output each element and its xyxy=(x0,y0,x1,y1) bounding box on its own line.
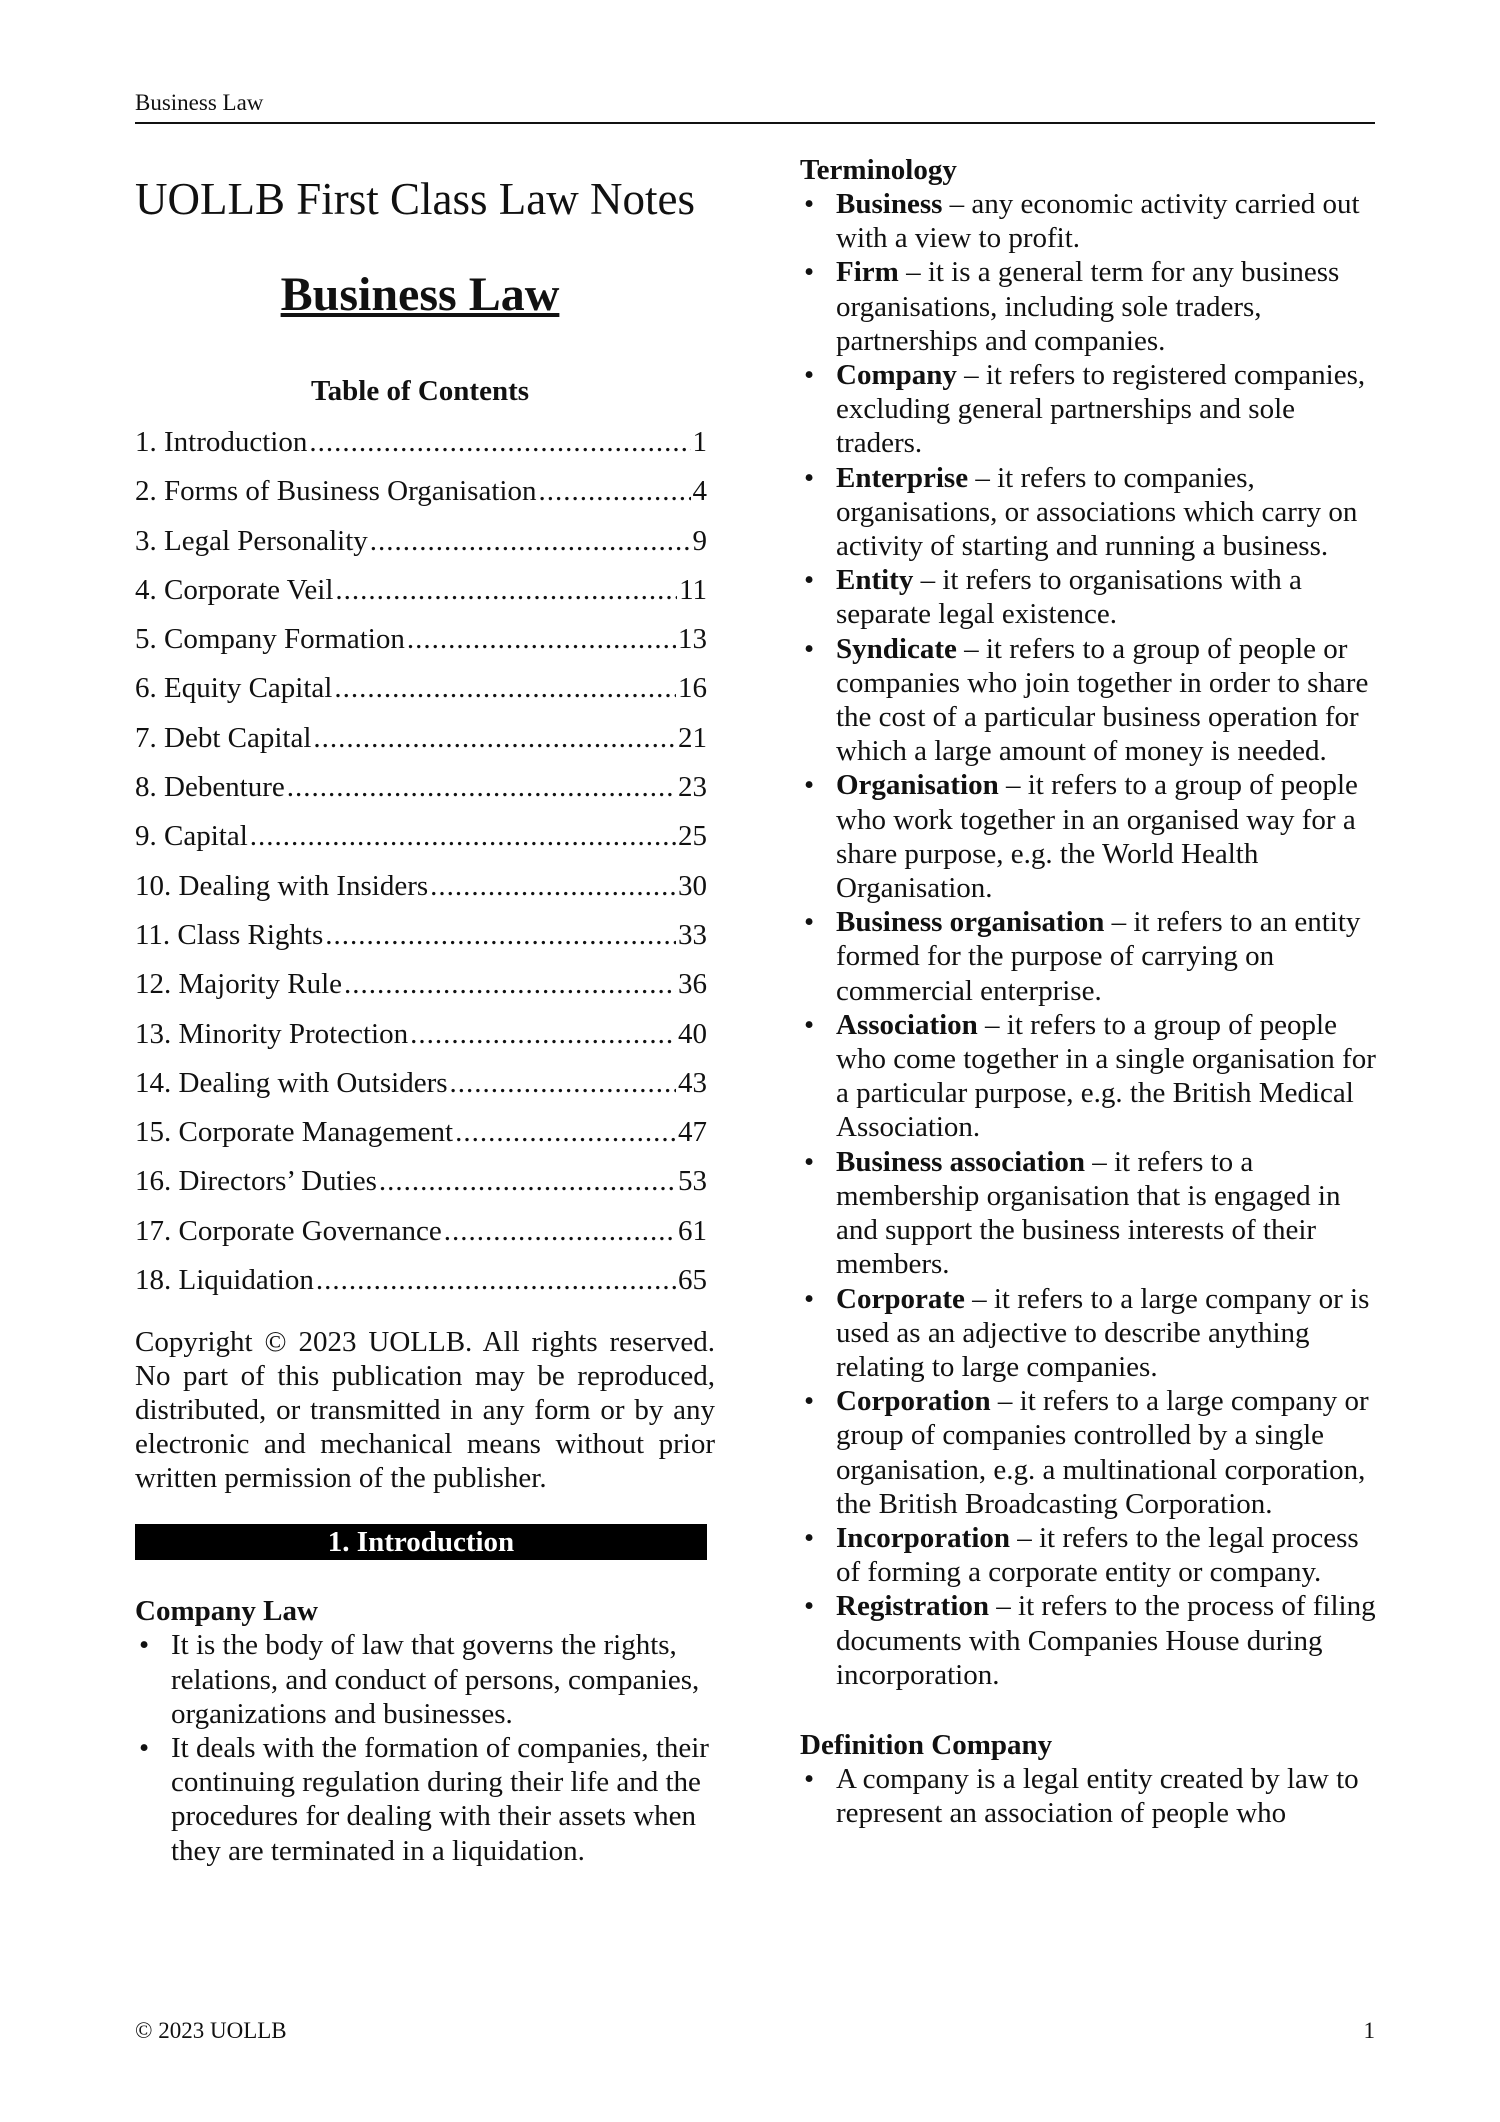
toc-entry-page: 40 xyxy=(678,1017,707,1050)
footer-copyright: © 2023 UOLLB xyxy=(135,2018,287,2043)
right-column xyxy=(800,153,1385,1830)
toc-leader-dots xyxy=(455,1108,676,1157)
toc-entry-title: 13. Minority Protection xyxy=(135,1017,409,1050)
toc-entry-page: 53 xyxy=(678,1165,707,1198)
toc-entry-page: 4 xyxy=(692,475,707,508)
toc-leader-dots xyxy=(379,1157,676,1206)
term-definition: – it refers to a large company or group of companies controlled by a single organisation, e.g. a multinational corporation, the British Broadcasting Corporation. xyxy=(836,1385,1369,1520)
term: Corporate xyxy=(836,1282,965,1315)
toc-entry-title: 9. Capital xyxy=(135,820,248,853)
toc-leader-dots xyxy=(450,1059,676,1108)
term-definition: – it refers to companies, organisations, or associations which carry on activity of starting and running a business. xyxy=(836,461,1358,563)
toc-leader-dots xyxy=(250,812,676,861)
toc-leader-dots xyxy=(309,418,690,467)
toc-entry-title: 1. Introduction xyxy=(135,426,308,458)
term-definition: – it refers to the legal process of forming a corporate entity or company. xyxy=(836,1521,1359,1589)
terminology-list xyxy=(800,187,1385,1692)
toc-entry[interactable] xyxy=(135,1108,707,1157)
terminology-item xyxy=(800,768,1385,905)
toc-entry[interactable] xyxy=(135,418,707,467)
toc-entry-title: 11. Class Rights xyxy=(135,918,324,951)
toc-entry-title: 15. Corporate Management xyxy=(135,1116,454,1149)
terminology-item xyxy=(800,1384,1385,1521)
toc-entry-title: 18. Liquidation xyxy=(135,1264,314,1297)
toc-entry-page: 30 xyxy=(678,869,707,902)
term: Registration xyxy=(836,1590,990,1623)
copyright-notice: Copyright © 2023 UOLLB. All rights reserved. No part of this publication may be reproduced, distributed, or transmitted in any form or by any electronic and mechanical means without prior written permission of the publisher. xyxy=(135,1326,715,1495)
toc-leader-dots xyxy=(430,862,676,911)
term-definition: – it refers to registered companies, excluding general partnerships and sole traders. xyxy=(836,359,1366,460)
toc-entry-page: 33 xyxy=(678,918,707,951)
toc-entry[interactable] xyxy=(135,812,707,861)
definition-heading: Definition Company xyxy=(800,1728,1053,1761)
toc-entry-title: 3. Legal Personality xyxy=(135,524,368,557)
toc-entry-page: 61 xyxy=(678,1214,707,1247)
company-law-heading: Company Law xyxy=(135,1595,318,1628)
toc-leader-dots xyxy=(316,1256,676,1305)
toc-entry[interactable] xyxy=(135,664,707,713)
toc-entry[interactable] xyxy=(135,1059,707,1108)
page-footer xyxy=(135,2018,1375,2044)
term-definition: – it refers to an entity formed for the purpose of carrying on commercial enterprise. xyxy=(836,906,1361,1007)
table-of-contents xyxy=(135,418,707,1305)
toc-entry-title: 6. Equity Capital xyxy=(135,672,333,705)
toc-entry-page: 36 xyxy=(678,968,707,1001)
terminology-item xyxy=(800,1589,1385,1692)
toc-entry-page: 25 xyxy=(678,820,707,853)
toc-entry-title: 14. Dealing with Outsiders xyxy=(135,1066,448,1099)
term: Organisation xyxy=(836,769,999,802)
terminology-item xyxy=(800,632,1385,769)
terminology-heading: Terminology xyxy=(800,154,957,186)
toc-entry-page: 16 xyxy=(678,672,707,705)
toc-entry[interactable] xyxy=(135,1157,707,1206)
toc-leader-dots xyxy=(370,517,691,566)
toc-entry-page: 65 xyxy=(678,1264,707,1297)
toc-entry-title: 8. Debenture xyxy=(135,771,285,804)
list-item: • It deals with the formation of companies, their continuing regulation during their life and the procedures for dealing with their assets when they are terminated in a liquidation. xyxy=(135,1731,710,1868)
terminology-item xyxy=(800,1282,1385,1385)
toc-entry[interactable] xyxy=(135,467,707,516)
toc-entry-page: 1 xyxy=(692,426,707,458)
toc-entry[interactable] xyxy=(135,1207,707,1256)
term-definition: – it refers to a group of people who come together in a single organisation for a particular purpose, e.g. the British Medical Association. xyxy=(836,1008,1376,1144)
terminology-item xyxy=(800,255,1385,358)
term: Business organisation xyxy=(836,906,1105,939)
document-subtitle: Business Law xyxy=(280,268,560,321)
toc-entry[interactable] xyxy=(135,911,707,960)
toc-entry-title: 2. Forms of Business Organisation xyxy=(135,475,537,508)
terminology-item xyxy=(800,1145,1385,1282)
toc-leader-dots xyxy=(335,566,677,615)
toc-entry-page: 11 xyxy=(679,573,707,606)
terminology-item xyxy=(800,1008,1385,1145)
toc-leader-dots xyxy=(287,763,676,812)
page-number: 1 xyxy=(1363,2018,1375,2043)
section-title-bar: 1. Introduction xyxy=(135,1524,707,1560)
toc-leader-dots xyxy=(313,714,676,763)
term: Association xyxy=(836,1008,978,1041)
term-definition: – it refers to a group of people who work together in an organised way for a share purpose, e.g. the World Health Organisation. xyxy=(836,769,1358,905)
definition-bullets xyxy=(800,1762,1385,1830)
terminology-item xyxy=(800,358,1385,461)
toc-entry-title: 10. Dealing with Insiders xyxy=(135,869,429,902)
running-header xyxy=(135,90,1375,124)
toc-heading: Table of Contents xyxy=(310,375,530,407)
toc-entry-title: 12. Majority Rule xyxy=(135,968,343,1001)
toc-entry-page: 43 xyxy=(678,1066,707,1099)
term-definition: – it refers to a group of people or companies who join together in order to share the cost of a particular business operation for which a large amount of money is needed. xyxy=(836,632,1369,768)
toc-leader-dots xyxy=(325,911,676,960)
terminology-item xyxy=(800,905,1385,1008)
toc-entry[interactable] xyxy=(135,566,707,615)
toc-entry[interactable] xyxy=(135,517,707,566)
terminology-item xyxy=(800,187,1385,255)
toc-entry-title: 4. Corporate Veil xyxy=(135,573,334,606)
terminology-item xyxy=(800,1521,1385,1589)
toc-entry-title: 5. Company Formation xyxy=(135,623,405,656)
list-item: • It is the body of law that governs the rights, relations, and conduct of persons, companies, organizations and businesses. xyxy=(135,1628,710,1731)
toc-entry-page: 9 xyxy=(692,524,707,557)
toc-entry[interactable] xyxy=(135,763,707,812)
left-column xyxy=(135,170,715,1868)
toc-entry[interactable] xyxy=(135,714,707,763)
term-definition: – it is a general term for any business organisations, including sole traders, partnerships and companies. xyxy=(836,256,1340,357)
term-definition: – it refers to organisations with a separate legal existence. xyxy=(836,564,1302,631)
company-law-bullets xyxy=(135,1628,710,1867)
toc-entry-title: 7. Debt Capital xyxy=(135,721,312,754)
term: Company xyxy=(836,359,957,392)
term-definition: – it refers to a membership organisation that is engaged in and support the business interests of their members. xyxy=(836,1145,1341,1281)
toc-entry-page: 13 xyxy=(678,623,707,656)
toc-entry[interactable] xyxy=(135,1010,707,1059)
running-title: Business Law xyxy=(135,90,264,115)
terminology-item xyxy=(800,461,1385,564)
toc-leader-dots xyxy=(334,664,676,713)
terminology-item xyxy=(800,563,1385,631)
toc-leader-dots xyxy=(444,1207,676,1256)
toc-entry[interactable] xyxy=(135,862,707,911)
toc-entry[interactable] xyxy=(135,615,707,664)
toc-entry-page: 47 xyxy=(678,1116,707,1149)
term: Entity xyxy=(836,564,914,597)
document-title: UOLLB First Class Law Notes xyxy=(135,174,695,224)
toc-entry-page: 23 xyxy=(678,771,707,804)
term: Business xyxy=(836,188,943,220)
term: Enterprise xyxy=(836,461,969,494)
toc-entry-page: 21 xyxy=(678,721,707,754)
toc-leader-dots xyxy=(410,1010,676,1059)
toc-leader-dots xyxy=(344,960,676,1009)
term-definition: – it refers to the process of filing documents with Companies House during incorporation. xyxy=(836,1590,1376,1691)
toc-entry-title: 17. Corporate Governance xyxy=(135,1214,442,1247)
term-definition: – any economic activity carried out with a view to profit. xyxy=(836,188,1360,255)
term: Syndicate xyxy=(836,632,957,665)
term-definition: – it refers to a large company or is used as an adjective to describe anything relating to large companies. xyxy=(836,1282,1370,1383)
toc-entry-title: 16. Directors’ Duties xyxy=(135,1165,377,1198)
toc-leader-dots xyxy=(407,615,676,664)
toc-leader-dots xyxy=(538,467,690,516)
toc-entry[interactable] xyxy=(135,1256,707,1305)
list-item: • A company is a legal entity created by law to represent an association of people who xyxy=(800,1762,1385,1830)
term: Incorporation xyxy=(836,1521,1010,1554)
term: Business association xyxy=(836,1145,1085,1178)
term: Corporation xyxy=(836,1385,991,1418)
toc-entry[interactable] xyxy=(135,960,707,1009)
term: Firm xyxy=(836,256,899,289)
